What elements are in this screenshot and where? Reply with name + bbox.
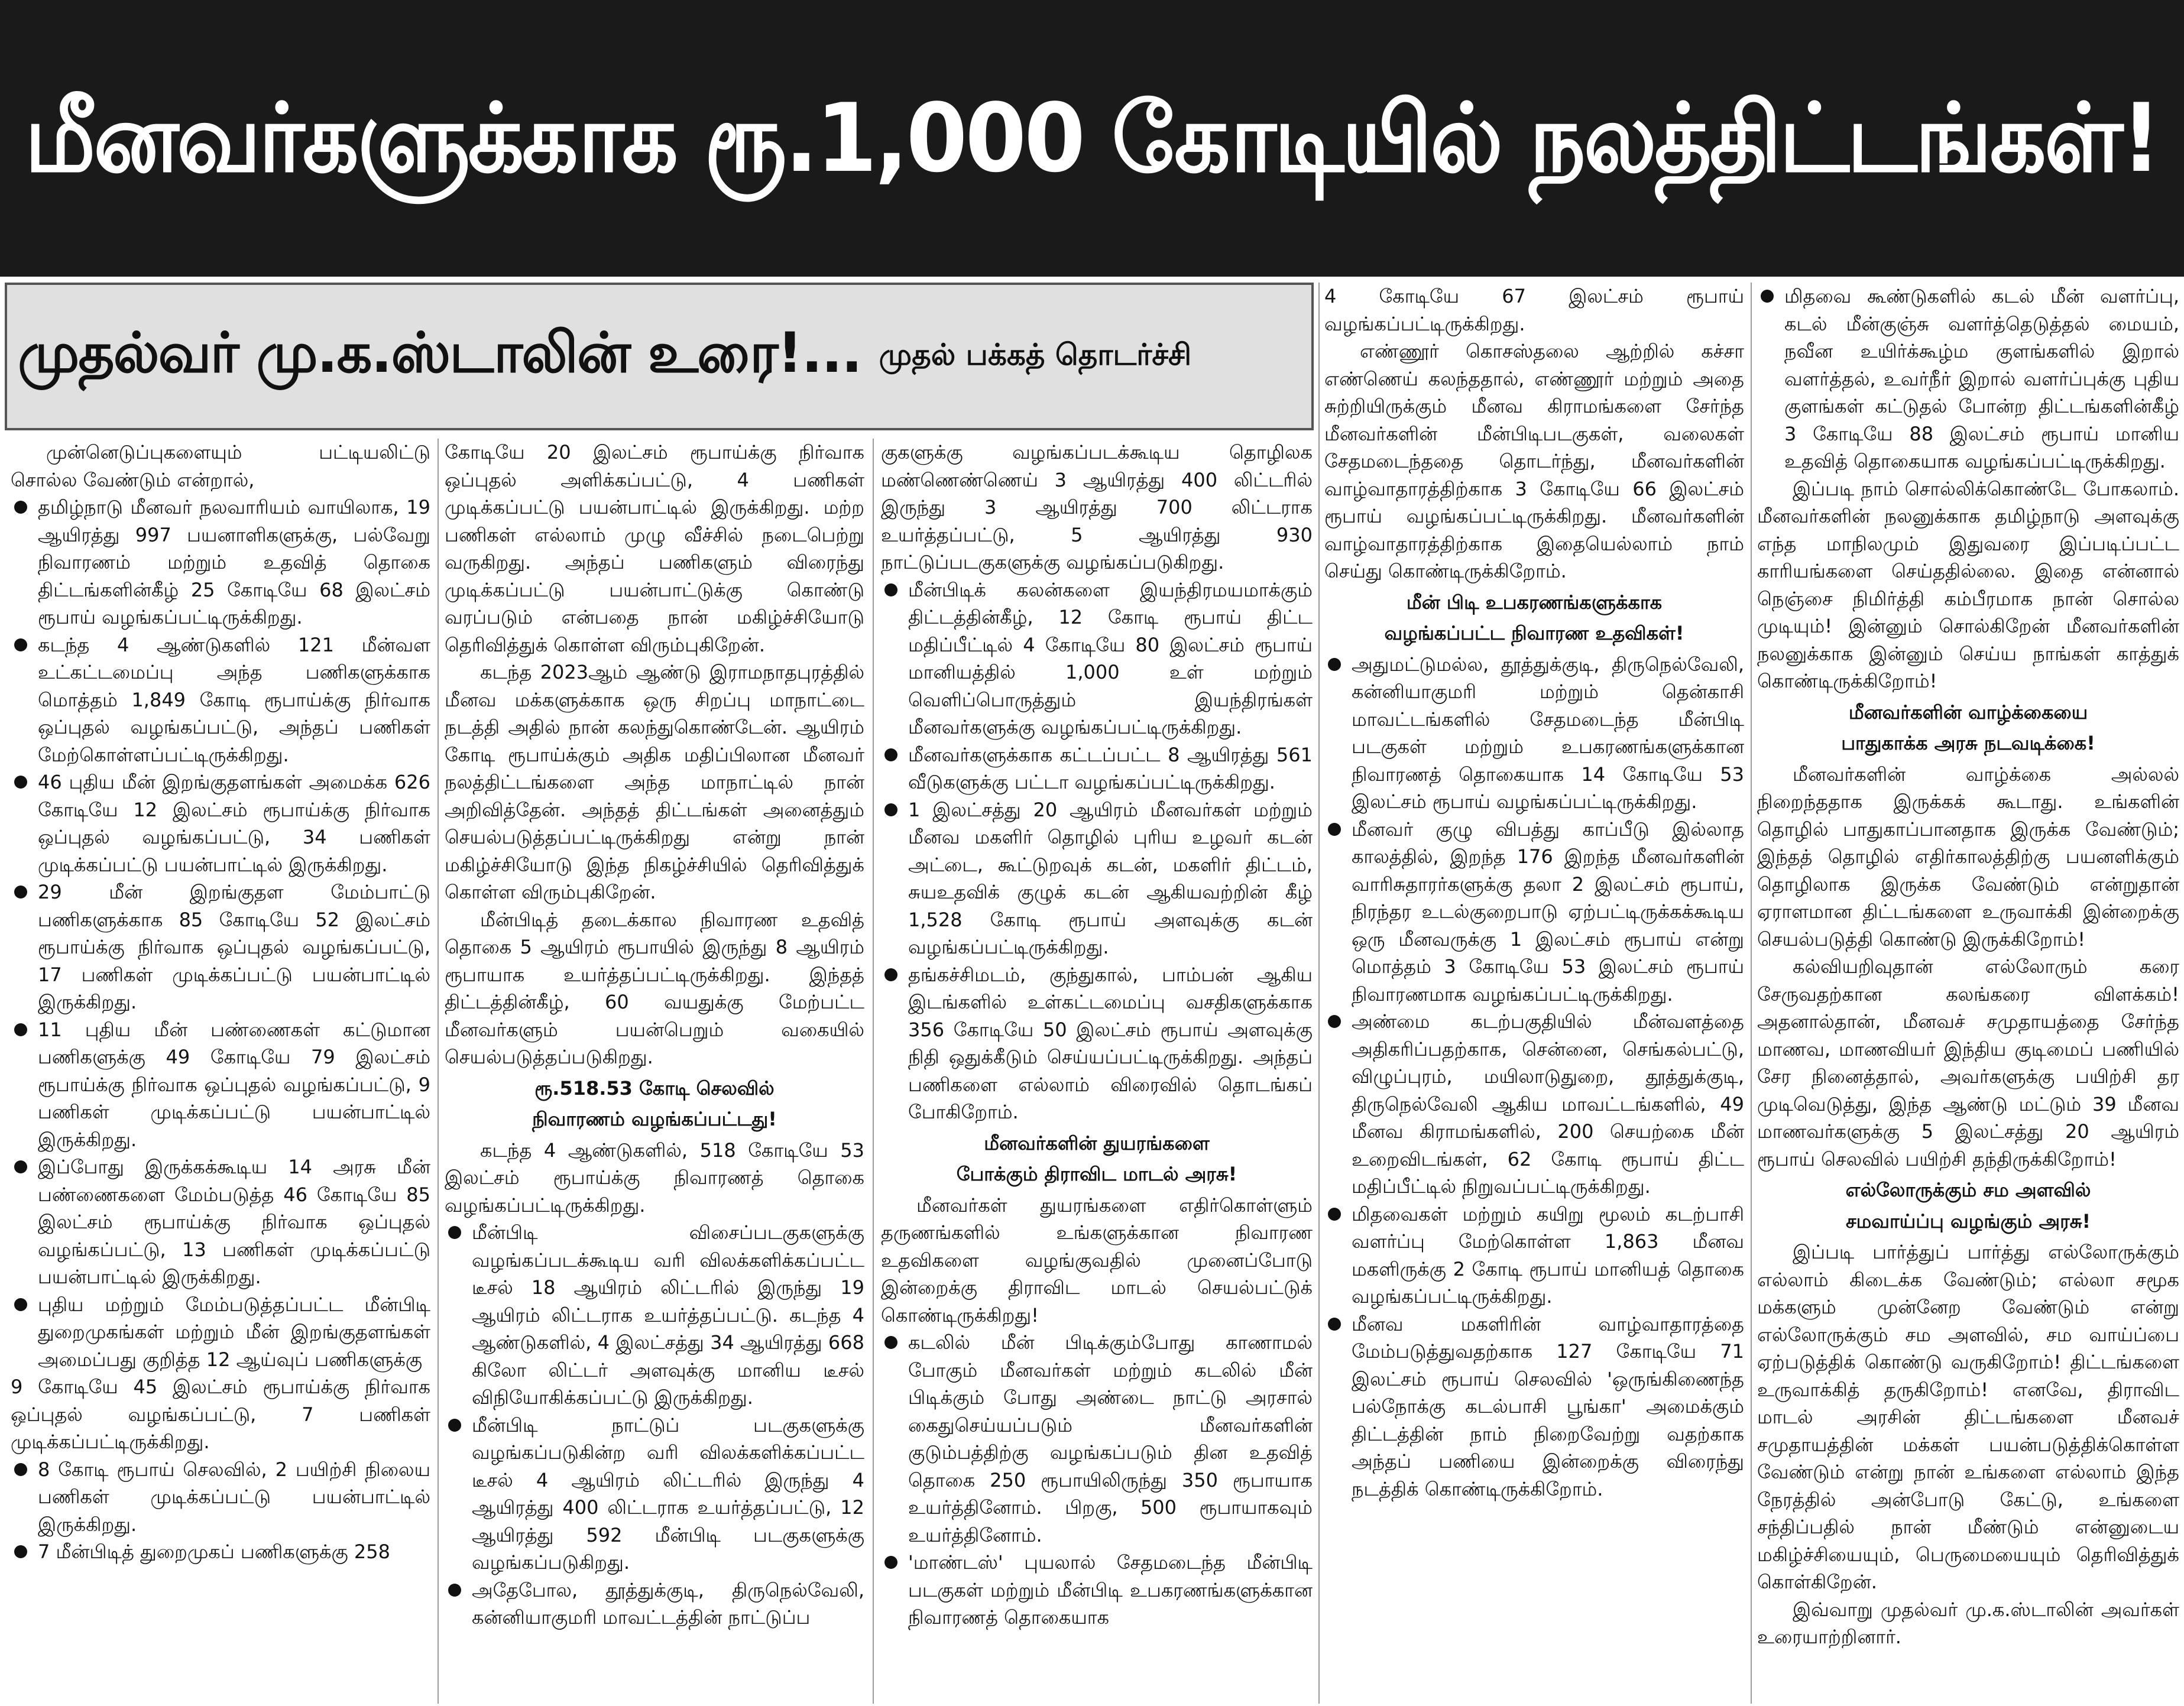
bullet-item: கடந்த 4 ஆண்டுகளில் 121 மீன்வள உட்கட்டமைப்பு அந்த பணிகளுக்காக மொத்தம் 1,849 கோடி ரூபாய்க்கு நிர்வாக ஒப்புதல் வழங்கப்பட்டு, அந்தப் பணிகள் மேற்கொள்ளப்பட்டிருக்கிறது. xyxy=(11,631,430,769)
column-rule xyxy=(1318,283,1320,1704)
bullet-item: கடலில் மீன் பிடிக்கும்போது காணாமல் போகும் மீனவர்கள் மற்றும் கடலில் மீன் பிடிக்கும் போது அண்டை நாட்டு அரசால் கைதுசெய்யப்படும் மீனவர்களின் குடும்பத்திற்கு வழங்கப்படும் தின உதவித் தொகை 250 ரூபாயிலிருந்து 350 ரூபாயாக உயர்த்தினோம். பிறகு, 500 ரூபாயாகவும் உயர்த்தினோம். xyxy=(881,1329,1313,1549)
headline-banner xyxy=(0,0,2184,277)
bullet-item: 8 கோடி ரூபாய் செலவில், 2 பயிற்சி நிலைய பணிகள் முடிக்கப்பட்டு பயன்பாட்டில் இருக்கிறது. xyxy=(11,1456,430,1539)
paragraph: கல்வியறிவுதான் எல்லோரும் கரை சேருவதற்கான கலங்கரை விளக்கம்! அதனால்தான், மீனவச் சமுதாயத்தை சேர்ந்த மாணவ, மாணவியர் இந்திய குடிமைப் பணியில் சேர நினைத்தால், அவர்களுக்கு பயிற்சி தர முடிவெடுத்து, இந்த ஆண்டு மட்டும் 39 மீனவ மாணவர்களுக்கு 5 இலட்சத்து 20 ஆயிரம் ரூபாய் செலவில் பயிற்சி தந்திருக்கிறோம்! xyxy=(1757,955,2179,1170)
subhead-box xyxy=(5,283,1314,430)
bullet-item: அதுமட்டுமல்ல, தூத்துக்குடி, திருநெல்வேலி, கன்னியாகுமரி மற்றும் தென்காசி மாவட்டங்களில் சேதமடைந்த மீன்பிடி படகுகள் மற்றும் உபகரணங்களுக்கான நிவாரணத் தொகையாக 14 கோடியே 53 இலட்சம் ரூபாய் வழங்கப்பட்டிருக்கிறது. xyxy=(1324,651,1744,816)
bullet-item: 29 மீன் இறங்குதள மேம்பாட்டு பணிகளுக்காக 85 கோடியே 52 இலட்சம் ரூபாய்க்கு நிர்வாக ஒப்புதல் வழங்கப்பட்டு, 17 பணிகள் முடிக்கப்பட்டு பயன்பாட்டில் இருக்கிறது. xyxy=(11,878,430,1016)
bullet-item: தங்கச்சிமடம், குந்துகால், பாம்பன் ஆகிய இடங்களில் உள்கட்டமைப்பு வசதிகளுக்காக 356 கோடியே 50 இலட்சம் ரூபாய் அளவுக்கு நிதி ஒதுக்கீடும் செய்யப்பட்டிருக்கிறது. அந்தப் பணிகளை எல்லாம் விரைவில் தொடங்கப் போகிறோம். xyxy=(881,961,1313,1126)
column-rule xyxy=(1751,283,1752,1704)
bullet-item: 'மாண்டஸ்' புயலால் சேதமடைந்த மீன்பிடி படகுகள் மற்றும் மீன்பிடி உபகரணங்களுக்கான நிவாரணத் தொகையாக xyxy=(881,1549,1313,1632)
section-subheading: சமவாய்ப்பு வழங்கும் அரசு! xyxy=(1845,1209,2091,1233)
paragraph: மீன்பிடித் தடைக்கால நிவாரண உதவித் தொகை 5 ஆயிரம் ரூபாயில் இருந்து 8 ஆயிரம் ரூபாயாக உயர்த்தப்பட்டிருக்கிறது. இந்தத் திட்டத்தின்கீழ், 60 வயதுக்கு மேற்பட்ட மீனவர்களும் பயன்பெறும் வகையில் செயல்படுத்தப்படுகிறது. xyxy=(445,908,864,1068)
paragraph: மீனவர்கள் துயரங்களை எதிர்கொள்ளும் தருணங்களில் உங்களுக்கான நிவாரண உதவிகளை வழங்குவதில் முனைப்போடு இன்றைக்கு திராவிட மாடல் செயல்பட்டுக் கொண்டிருக்கிறது! xyxy=(881,1193,1313,1326)
bullet-item: மீன்பிடி நாட்டுப் படகுகளுக்கு வழங்கப்படுகின்ற வரி விலக்களிக்கப்பட்ட டீசல் 4 ஆயிரம் லிட்டரில் இருந்து 4 ஆயிரத்து 400 லிட்டராக உயர்த்தப்பட்டு, 12 ஆயிரத்து 592 மீன்பிடி படகுகளுக்கு வழங்கப்படுகிறது. xyxy=(445,1412,864,1577)
paragraph: கடந்த 4 ஆண்டுகளில், 518 கோடியே 53 இலட்சம் ரூபாய்க்கு நிவாரணத் தொகை வழங்கப்பட்டிருக்கிறது. xyxy=(445,1139,864,1217)
article-column-3 xyxy=(881,439,1313,1704)
paragraph: 9 கோடியே 45 இலட்சம் ரூபாய்க்கு நிர்வாக ஒப்புதல் வழங்கப்பட்டு, 7 பணிகள் முடிக்கப்பட்டிருக்கிறது. xyxy=(11,1376,430,1453)
section-subheading: பாதுகாக்க அரசு நடவடிக்கை! xyxy=(1841,732,2095,754)
column-rule xyxy=(873,439,874,1704)
article-column-5 xyxy=(1757,283,2179,1704)
bullet-item: 7 மீன்பிடித் துறைமுகப் பணிகளுக்கு 258 xyxy=(11,1538,430,1566)
bullet-item: 11 புதிய மீன் பண்ணைகள் கட்டுமான பணிகளுக்கு 49 கோடியே 79 இலட்சம் ரூபாய்க்கு நிர்வாக ஒப்புதல் வழங்கப்பட்டு, 9 பணிகள் முடிக்கப்பட்டு பயன்பாட்டில் இருக்கிறது. xyxy=(11,1016,430,1154)
bullet-item: மீன்பிடி விசைப்படகுகளுக்கு வழங்கப்படக்கூடிய வரி விலக்களிக்கப்பட்ட டீசல் 18 ஆயிரம் லிட்டரில் இருந்து 19 ஆயிரம் லிட்டராக உயர்த்தப்பட்டு. கடந்த 4 ஆண்டுகளில், 4 இலட்சத்து 34 ஆயிரத்து 668 கிலோ லிட்டர் அளவுக்கு மானிய டீசல் விநியோகிக்கப்பட்டு இருக்கிறது. xyxy=(445,1219,864,1412)
paragraph: மீனவர்களின் வாழ்க்கை அல்லல் நிறைந்ததாக இருக்கக் கூடாது. உங்களின் தொழில் பாதுகாப்பானதாக இருக்க வேண்டும்; இந்தத் தொழில் எதிர்காலத்திற்கு பயனளிக்கும் தொழிலாக இருக்க வேண்டும் என்றுதான் ஏராளமான திட்டங்களை உருவாக்கி இன்றைக்கு செயல்படுத்தி கொண்டு இருக்கிறோம்! xyxy=(1757,763,2179,951)
section-subheading: போக்கும் திராவிட மாடல் அரசு! xyxy=(956,1163,1237,1185)
article-column-2 xyxy=(445,439,864,1704)
bullet-item: அண்மை கடற்பகுதியில் மீன்வளத்தை அதிகரிப்பதற்காக, சென்னை, செங்கல்பட்டு, விழுப்புரம், மயிலாடுதுறை, தூத்துக்குடி, திருநெல்வேலி ஆகிய மாவட்டங்களில், 49 மீனவ கிராமங்களில், 200 செயற்கை மீன் உறைவிடங்கள், 62 கோடி ரூபாய் திட்ட மதிப்பீட்டில் நிறுவப்பட்டிருக்கிறது. xyxy=(1324,1008,1744,1201)
section-subheading: ரூ.518.53 கோடி செலவில் xyxy=(534,1076,775,1100)
bullet-item: அதேபோல, தூத்துக்குடி, திருநெல்வேலி, கன்னியாகுமரி மாவட்டத்தின் நாட்டுப்ப xyxy=(445,1577,864,1632)
headline: மீனவர்களுக்காக ரூ.1,000 கோடியில் நலத்திட்டங்கள்! xyxy=(25,83,2159,193)
subhead-title: முதல்வர் மு.க.ஸ்டாலின் உரை!... xyxy=(18,320,861,385)
bullet-item: மிதவைகள் மற்றும் கயிறு மூலம் கடற்பாசி வளர்ப்பு மேற்கொள்ள 1,863 மீனவ மகளிருக்கு 2 கோடி ரூபாய் மானியத் தொகை வழங்கப்பட்டிருக்கிறது. xyxy=(1324,1201,1744,1311)
paragraph: கடந்த 2023ஆம் ஆண்டு இராமநாதபுரத்தில் மீனவ மக்களுக்காக ஒரு சிறப்பு மாநாட்டை நடத்தி அதில் நான் கலந்துகொண்டேன். ஆயிரம் கோடி ரூபாய்க்கும் அதிக மதிப்பிலான மீனவர் நலத்திட்டங்களை அந்த மாநாட்டில் நான் அறிவித்தேன். அந்தத் திட்டங்கள் அனைத்தும் செயல்படுத்தப்பட்டிருக்கிறது என்று நான் மகிழ்ச்சியோடு இந்த நிகழ்ச்சியில் தெரிவித்துக் கொள்ள விரும்புகிறேன். xyxy=(445,661,864,903)
bullet-item: மீன்பிடிக் கலன்களை இயந்திரமயமாக்கும் திட்டத்தின்கீழ், 12 கோடி ரூபாய் திட்ட மதிப்பீட்டில் 4 கோடியே 80 இலட்சம் ரூபாய் மானியத்தில் 1,000 உள் மற்றும் வெளிப்பொருத்தும் இயந்திரங்கள் மீனவர்களுக்கு வழங்கப்பட்டிருக்கிறது. xyxy=(881,576,1313,741)
bullet-item: இப்போது இருக்கக்கூடிய 14 அரசு மீன் பண்ணைகளை மேம்படுத்த 46 கோடியே 85 இலட்சம் ரூபாய்க்கு நிர்வாக ஒப்புதல் வழங்கப்பட்டு, 13 பணிகள் முடிக்கப்பட்டு பயன்பாட்டில் இருக்கிறது. xyxy=(11,1153,430,1291)
section-subheading: மீனவர்களின் வாழ்க்கையை xyxy=(1848,700,2088,724)
paragraph: இப்படி நாம் சொல்லிக்கொண்டே போகலாம். மீனவர்களின் நலனுக்காக தமிழ்நாடு அளவுக்கு எந்த மாநிலமும் இதுவரை இப்படிப்பட்ட காரியங்களை செய்ததில்லை. இதை என்னால் நெஞ்சை நிமிர்த்தி கம்பீரமாக நான் சொல்ல முடியும்! இன்னும் சொல்கிறேன் மீனவர்களின் நலனுக்காக இன்னும் செய்ய நாங்கள் காத்துக் கொண்டிருக்கிறோம்! xyxy=(1757,477,2179,692)
paragraph: 4 கோடியே 67 இலட்சம் ரூபாய் வழங்கப்பட்டிருக்கிறது. xyxy=(1324,285,1744,335)
section-subheading: மீன் பிடி உபகரணங்களுக்காக xyxy=(1406,591,1663,614)
section-subheading: வழங்கப்பட்ட நிவாரண உதவிகள்! xyxy=(1384,622,1684,644)
bullet-item: 1 இலட்சத்து 20 ஆயிரம் மீனவர்கள் மற்றும் மீனவ மகளிர் தொழில் புரிய உழவர் கடன் அட்டை, கூட்டுறவுக் கடன், மகளிர் திட்டம், சுயஉதவிக் குழுக் கடன் ஆகியவற்றின் கீழ் 1,528 கோடி ரூபாய் அளவுக்கு கடன் வழங்கப்பட்டிருக்கிறது. xyxy=(881,796,1313,961)
bullet-item: மீனவ மகளிரின் வாழ்வாதாரத்தை மேம்படுத்துவதற்காக 127 கோடியே 71 இலட்சம் ரூபாய் செலவில் 'ஒருங்கிணைந்த பல்நோக்கு கடல்பாசி பூங்கா' அமைக்கும் திட்டத்தின் நாம் நிறைவேற்று வதற்காக அந்தப் பணியை இன்றைக்கு விரைந்து நடத்திக் கொண்டிருக்கிறோம். xyxy=(1324,1311,1744,1503)
section-subheading: மீனவர்களின் துயரங்களை xyxy=(984,1131,1210,1154)
bullet-item: தமிழ்நாடு மீனவர் நலவாரியம் வாயிலாக, 19 ஆயிரத்து 997 பயனாளிகளுக்கு, பல்வேறு நிவாரணம் மற்றும் உதவித் தொகை திட்டங்களின்கீழ் 25 கோடியே 68 இலட்சம் ரூபாய் வழங்கப்பட்டிருக்கிறது. xyxy=(11,494,430,631)
article-column-4 xyxy=(1324,283,1744,1704)
column-rule xyxy=(438,439,439,1704)
bullet-item: மீனவர் குழு விபத்து காப்பீடு இல்லாத காலத்தில், இறந்த 176 இறந்த மீனவர்களின் வாரிசுதாரர்களுக்கு தலா 2 இலட்சம் ரூபாய், நிரந்தர உடல்குறைபாடு ஏற்பட்டிருக்கக்கூடிய ஒரு மீனவருக்கு 1 இலட்சம் ரூபாய் என்று மொத்தம் 3 கோடியே 53 இலட்சம் ரூபாய் நிவாரணமாக வழங்கப்பட்டிருக்கிறது. xyxy=(1324,816,1744,1008)
bullet-item: புதிய மற்றும் மேம்படுத்தப்பட்ட மீன்பிடி துறைமுகங்கள் மற்றும் மீன் இறங்குதளங்கள் அமைப்பது குறித்த 12 ஆய்வுப் பணிகளுக்கு xyxy=(11,1291,430,1374)
bullet-item: 46 புதிய மீன் இறங்குதளங்கள் அமைக்க 626 கோடியே 12 இலட்சம் ரூபாய்க்கு நிர்வாக ஒப்புதல் வழங்கப்பட்டு, 34 பணிகள் முடிக்கப்பட்டு பயன்பாட்டில் இருக்கிறது. xyxy=(11,768,430,878)
subhead-continuation: முதல் பக்கத் தொடர்ச்சி xyxy=(879,337,1192,372)
paragraph: கோடியே 20 இலட்சம் ரூபாய்க்கு நிர்வாக ஒப்புதல் அளிக்கப்பட்டு, 4 பணிகள் முடிக்கப்பட்டு பயன்பாட்டில் இருக்கிறது. மற்ற பணிகள் எல்லாம் முழு வீச்சில் நடைபெற்று வருகிறது. அந்தப் பணிகளும் விரைந்து முடிக்கப்பட்டு பயன்பாட்டுக்கு கொண்டு வரப்படும் என்பதை நான் மகிழ்ச்சியோடு தெரிவித்துக் கொள்ள விரும்புகிறேன். xyxy=(445,441,864,656)
bullet-item: மீனவர்களுக்காக கட்டப்பட்ட 8 ஆயிரத்து 561 வீடுகளுக்கு பட்டா வழங்கப்பட்டிருக்கிறது. xyxy=(881,741,1313,796)
paragraph: இவ்வாறு முதல்வர் மு.க.ஸ்டாலின் அவர்கள் உரையாற்றினார். xyxy=(1757,1598,2179,1648)
article-column-1 xyxy=(11,439,430,1704)
paragraph: இப்படி பார்த்துப் பார்த்து எல்லோருக்கும் எல்லாம் கிடைக்க வேண்டும்; எல்லா சமூக மக்களும் முன்னேற வேண்டும் என்று எல்லோருக்கும் சம அளவில், சம வாய்ப்பை ஏற்படுத்திக் கொண்டு வருகிறோம்! திட்டங்களை உருவாக்கித் தருகிறோம்! எனவே, திராவிட மாடல் அரசின் திட்டங்களை மீனவச் சமுதாயத்தின் மக்கள் பயன்படுத்திக்கொள்ள வேண்டும் என்று நான் உங்களை எல்லாம் இந்த நேரத்தில் அன்போடு கேட்டு, உங்களை சந்திப்பதில் நான் மீண்டும் என்னுடைய மகிழ்ச்சியையும், பெருமையையும் தெரிவித்துக் கொள்கிறேன். xyxy=(1757,1241,2179,1593)
bullet-item: மிதவை கூண்டுகளில் கடல் மீன் வளர்ப்பு, கடல் மீன்குஞ்சு வளர்த்தெடுத்தல் மையம், நவீன உயிர்க்கூழ்ம குளங்களில் இறால் வளர்த்தல், உவர்நீர் இறால் வளர்ப்புக்கு புதிய குளங்கள் கட்டுதல் போன்ற திட்டங்களின்கீழ் 3 கோடியே 88 இலட்சம் ரூபாய் மானிய உதவித் தொகையாக வழங்கப்பட்டிருக்கிறது. xyxy=(1757,283,2179,475)
section-subheading: நிவாரணம் வழங்கப்பட்டது! xyxy=(532,1108,777,1130)
paragraph: முன்னெடுப்புகளையும் பட்டியலிட்டு சொல்ல வேண்டும் என்றால், xyxy=(11,441,430,491)
paragraph: குகளுக்கு வழங்கப்படக்கூடிய தொழிலக மண்ணெண்ணெய் 3 ஆயிரத்து 400 லிட்டரில் இருந்து 3 ஆயிரத்து 700 லிட்டராக உயர்த்தப்பட்டு, 5 ஆயிரத்து 930 நாட்டுப்படகுகளுக்கு வழங்கப்படுகிறது. xyxy=(881,441,1313,573)
paragraph: எண்ணூர் கொசஸ்தலை ஆற்றில் கச்சா எண்ணெய் கலந்ததால், எண்ணூர் மற்றும் அதை சுற்றியிருக்கும் மீனவ கிராமங்களை சேர்ந்த மீனவர்களின் மீன்பிடிபடகுகள், வலைகள் சேதமடைந்ததை தொடர்ந்து, மீனவர்களின் வாழ்வாதாரத்திற்காக 3 கோடியே 66 இலட்சம் ரூபாய் வழங்கப்பட்டிருக்கிறது. மீனவர்களின் வாழ்வாதாரத்திற்காக இதையெல்லாம் நாம் செய்து கொண்டிருக்கிறோம். xyxy=(1324,340,1744,582)
section-subheading: எல்லோருக்கும் சம அளவில் xyxy=(1845,1179,2091,1201)
